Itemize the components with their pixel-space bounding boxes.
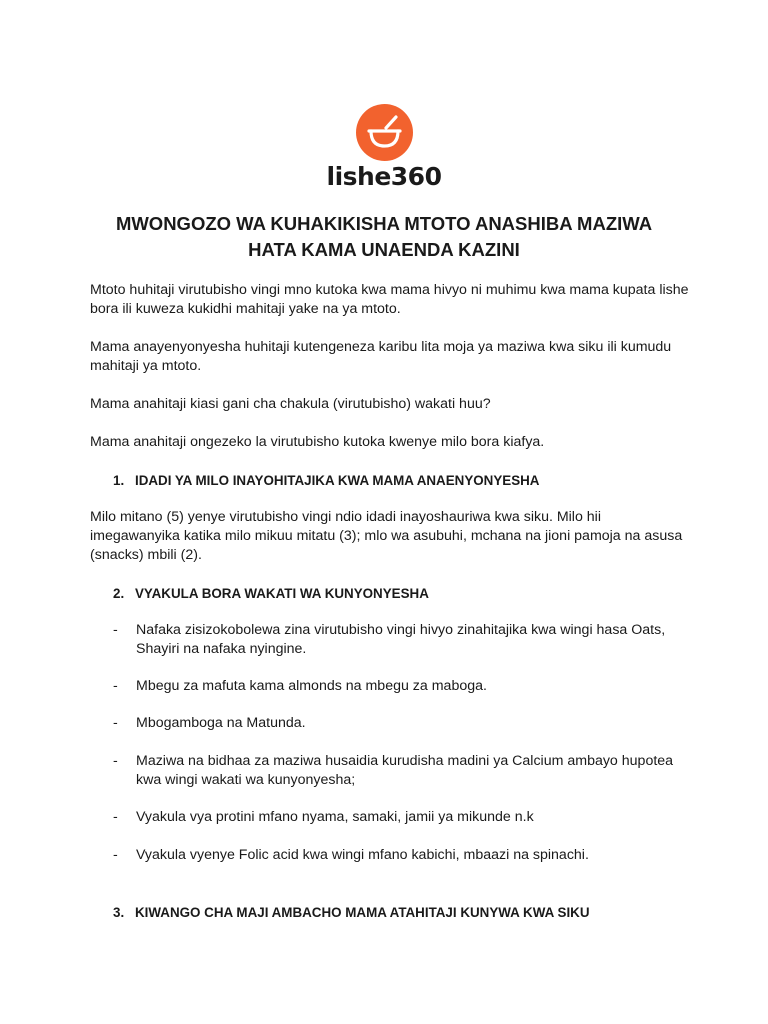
section-heading-3	[113, 903, 713, 922]
intro-paragraph-4: Mama anahitaji ongezeko la virutubisho kutoka kwenye milo bora kiafya.	[90, 434, 545, 450]
list-item-text: Vyakula vya protini mfano nyama, samaki, jamii ya mikunde n.k	[136, 809, 534, 825]
title-line-2: HATA KAMA UNAENDA KAZINI	[248, 239, 520, 260]
section-heading-text: KIWANGO CHA MAJI AMBACHO MAMA ATAHITAJI KUNYWA KWA SIKU	[135, 905, 590, 920]
brand-name: lishe360	[326, 162, 442, 191]
bullet-marker: -	[113, 622, 118, 638]
section-heading-2	[113, 584, 713, 603]
title-line-1: MWONGOZO WA KUHAKIKISHA MTOTO ANASHIBA MAZIWA	[115, 213, 653, 234]
section-number: 2.	[113, 586, 125, 601]
bullet-marker: -	[113, 847, 118, 863]
list-item-text: Mbogamboga na Matunda.	[136, 715, 306, 731]
list-item-text: Mbegu za mafuta kama almonds na mbegu za maboga.	[136, 678, 487, 694]
list-item-text: Maziwa na bidhaa za maziwa husaidia kurudisha madini ya Calcium ambayo hupotea kwa wingi wakati wa kunyonyesha;	[136, 753, 674, 788]
section-number: 3.	[113, 905, 125, 920]
intro-paragraph-2: Mama anayenyonyesha huhitaji kutengeneza karibu lita moja ya maziwa kwa siku ili kumudu mahitaji ya mtoto.	[90, 339, 672, 374]
section-heading-text: VYAKULA BORA WAKATI WA KUNYONYESHA	[135, 586, 429, 601]
list-item-text: Nafaka zisizokobolewa zina virutubisho vingi hivyo zinahitajika kwa wingi hasa Oats, Shayiri na nafaka nyingine.	[136, 622, 666, 657]
bullet-marker: -	[113, 715, 118, 731]
section-heading-1	[113, 471, 713, 490]
bullet-marker: -	[113, 753, 118, 769]
bullet-marker: -	[113, 678, 118, 694]
bowl-mortar-icon	[356, 104, 413, 161]
page-title	[80, 211, 688, 263]
section-heading-text: IDADI YA MILO INAYOHITAJIKA KWA MAMA ANAENYONYESHA	[135, 473, 540, 488]
bullet-marker: -	[113, 809, 118, 825]
section-1-body: Milo mitano (5) yenye virutubisho vingi ndio idadi inayoshauriwa kwa siku. Milo hii imegawanyika katika milo mikuu mitatu (3); mlo wa asubuhi, mchana na jioni pamoja na asusa (snacks) mbili (2).	[90, 509, 683, 563]
intro-paragraph-3: Mama anahitaji kiasi gani cha chakula (virutubisho) wakati huu?	[90, 396, 491, 412]
section-number: 1.	[113, 473, 125, 488]
brand-logo	[0, 104, 768, 200]
intro-paragraph-1: Mtoto huhitaji virutubisho vingi mno kutoka kwa mama hivyo ni muhimu kwa mama kupata lishe bora ili kuweza kukidhi mahitaji yake na ya mtoto.	[90, 282, 689, 317]
list-item-text: Vyakula vyenye Folic acid kwa wingi mfano kabichi, mbaazi na spinachi.	[136, 847, 589, 863]
